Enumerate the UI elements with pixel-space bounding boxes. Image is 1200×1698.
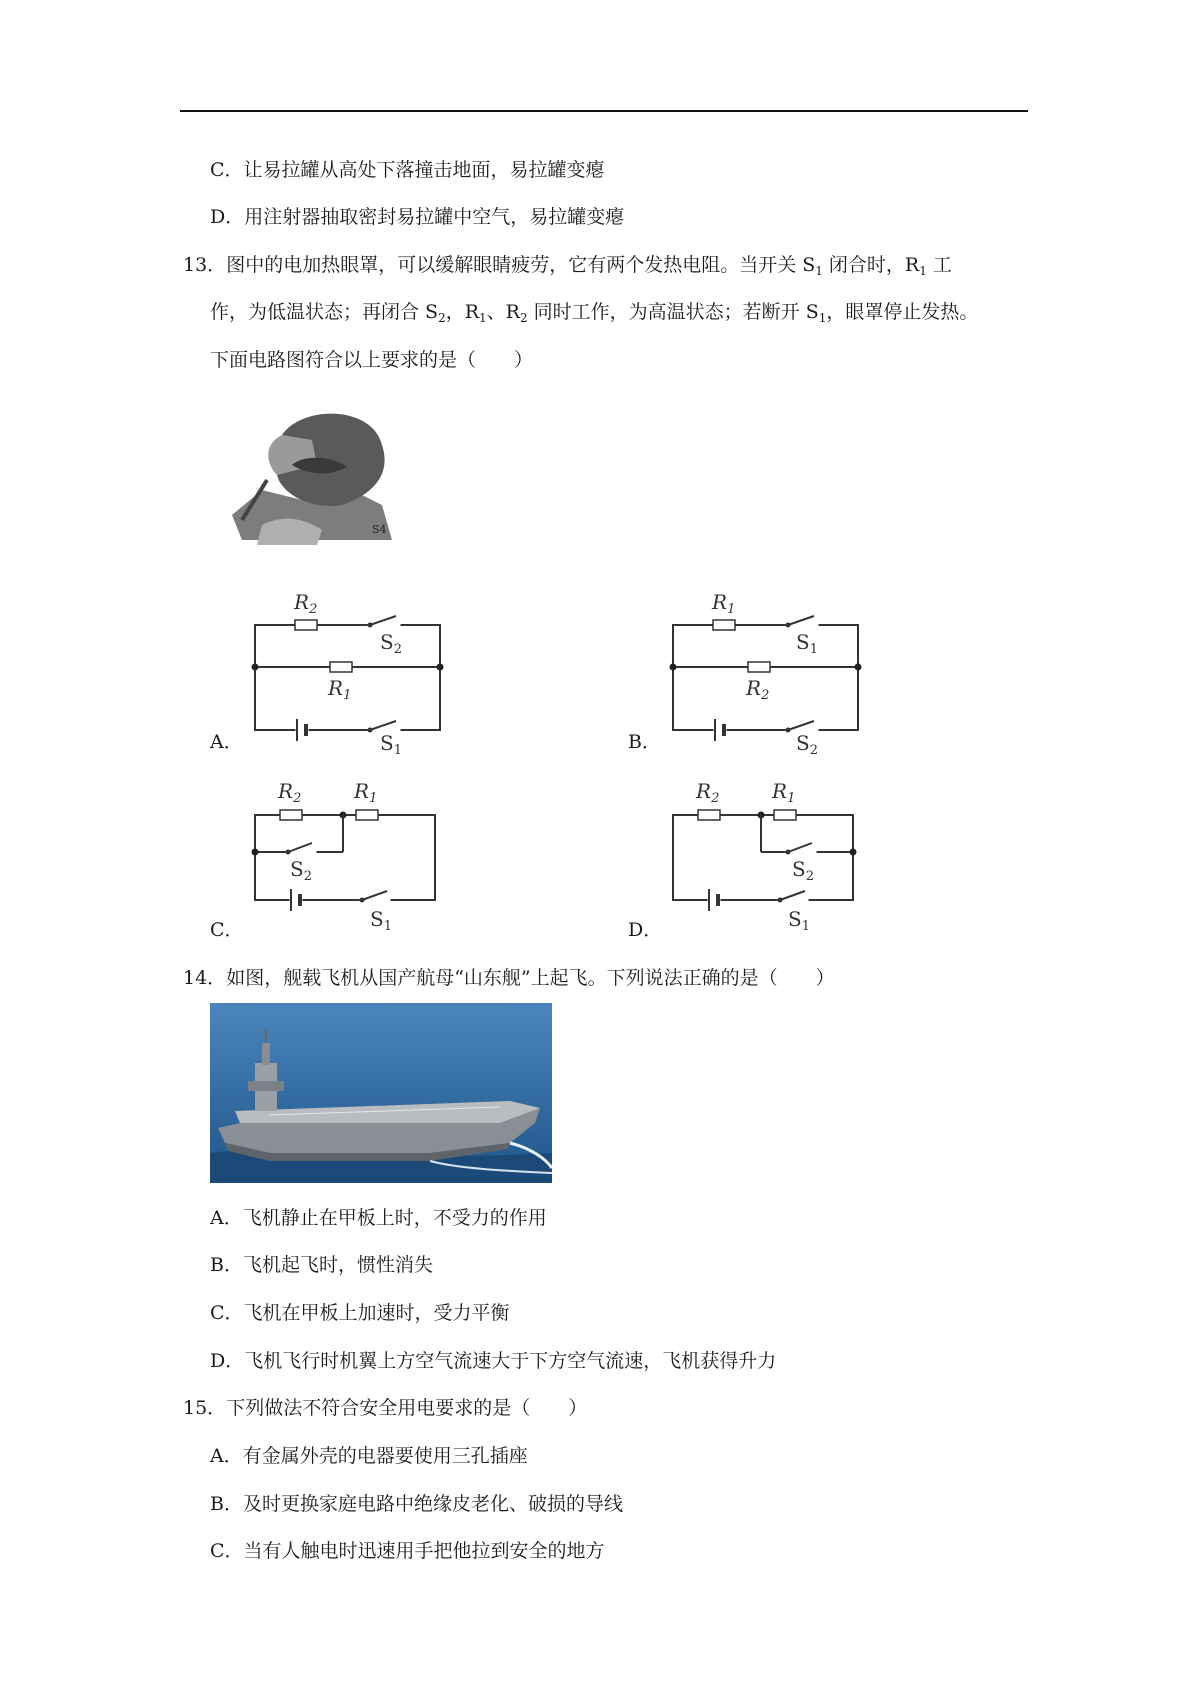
circuit-c: [250, 770, 450, 935]
option-b-label: B．: [628, 731, 661, 753]
label-r1: $R_1$: [772, 779, 796, 806]
label-s2: $S_2$: [792, 857, 814, 884]
header-rule: [180, 110, 1028, 112]
option-a-label: A．: [210, 731, 243, 753]
q13-line2: 作，为低温状态；再闭合 $S_2$，$R_1$、$R_2$ 同时工作，为高温状态；若断开 $S_1$，眼罩停止发热。: [210, 301, 979, 325]
q14-option-b: B．飞机起飞时，惯性消失: [210, 1254, 433, 1276]
eye-mask-photo: [222, 405, 402, 545]
label-s1: $S_1$: [370, 907, 392, 934]
label-s1: $S_1$: [788, 907, 810, 934]
label-r1: $R_1$: [328, 676, 352, 703]
circuit-a: [250, 585, 450, 758]
q14-option-c: C．飞机在甲板上加速时，受力平衡: [210, 1302, 510, 1324]
label-s1: $S_1$: [380, 731, 402, 758]
circuit-b: [668, 585, 868, 758]
option-c-label: C．: [210, 919, 244, 941]
label-s2: $S_2$: [796, 731, 818, 758]
photo-mark: S4: [372, 523, 387, 536]
q13-line3: 下面电路图符合以上要求的是（ ）: [210, 349, 534, 371]
q15-option-a: A．有金属外壳的电器要使用三孔插座: [210, 1445, 528, 1467]
prev-option-c: C．让易拉罐从高处下落撞击地面，易拉罐变瘪: [210, 159, 605, 181]
prev-option-d: D．用注射器抽取密封易拉罐中空气，易拉罐变瘪: [210, 206, 625, 228]
label-r2: $R_2$: [294, 590, 318, 617]
q15-option-b: B．及时更换家庭电路中绝缘皮老化、破损的导线: [210, 1493, 623, 1515]
label-s2: $S_2$: [290, 857, 312, 884]
circuit-d: [668, 770, 868, 935]
option-d-label: D．: [628, 919, 663, 941]
label-r2: $R_2$: [696, 779, 720, 806]
q13-line1: 13．图中的电加热眼罩，可以缓解眼睛疲劳，它有两个发热电阻。当开关 $S_1$ 闭合时，$R_1$ 工: [183, 254, 952, 278]
q14-stem: 14．如图，舰载飞机从国产航母“山东舰”上起飞。下列说法正确的是（ ）: [183, 967, 835, 989]
label-r2: $R_2$: [278, 779, 302, 806]
q14-option-d: D．飞机飞行时机翼上方空气流速大于下方空气流速，飞机获得升力: [210, 1350, 777, 1372]
label-r1: $R_1$: [354, 779, 378, 806]
label-r1: $R_1$: [712, 590, 736, 617]
aircraft-carrier-photo: [210, 1003, 552, 1183]
q14-option-a: A．飞机静止在甲板上时，不受力的作用: [210, 1207, 547, 1229]
q15-option-c: C．当有人触电时迅速用手把他拉到安全的地方: [210, 1540, 605, 1562]
label-s1: $S_1$: [796, 630, 818, 657]
label-s2: $S_2$: [380, 630, 402, 657]
label-r2: $R_2$: [746, 676, 770, 703]
q15-stem: 15．下列做法不符合安全用电要求的是（ ）: [183, 1397, 588, 1419]
